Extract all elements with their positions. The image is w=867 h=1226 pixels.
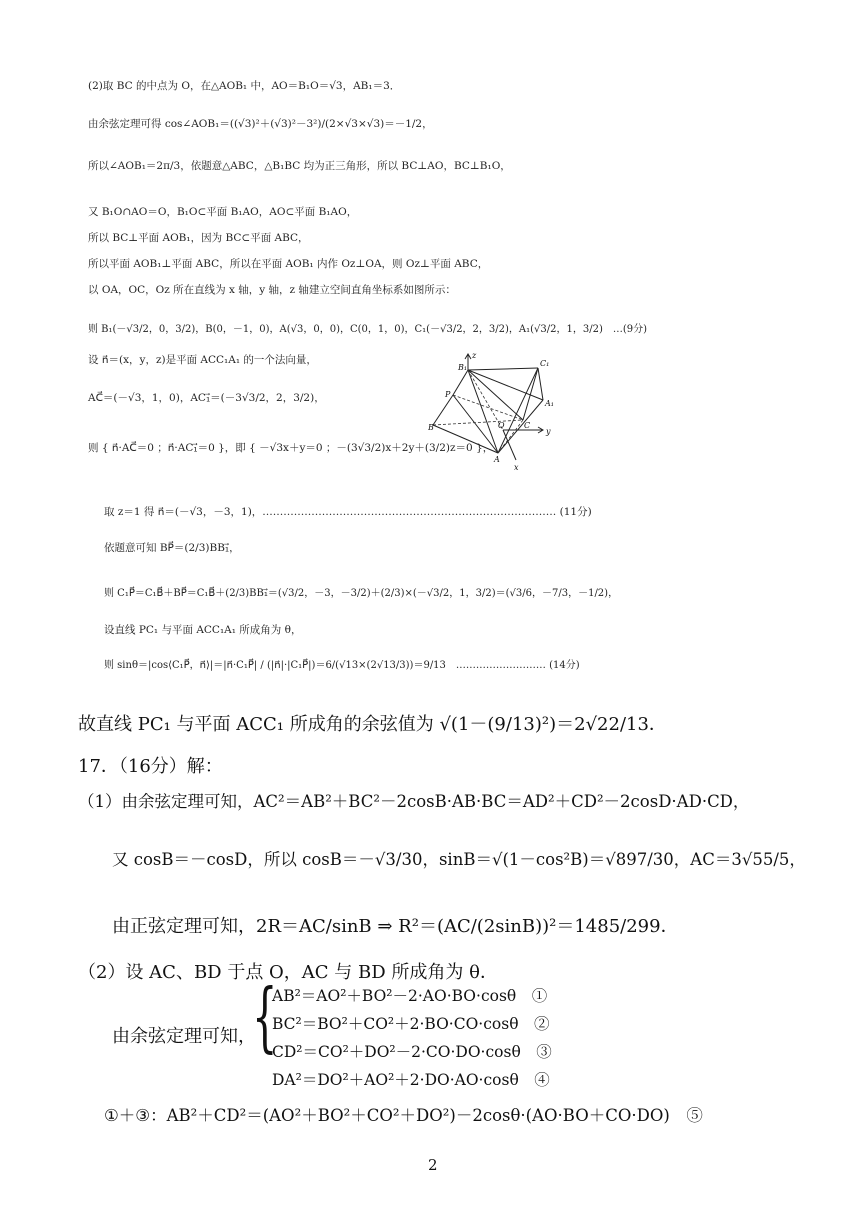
solution-line: AC⃗＝(－√3，1，0)，AC₁⃗＝(－3√3/2，2，3/2)，: [88, 392, 325, 404]
solution-line: 所以∠AOB₁＝2π/3，依题意△ABC，△B₁BC 均为正三角形，所以 BC⊥AO，BC⊥B₁O，: [88, 160, 511, 172]
solution-line: 设直线 PC₁ 与平面 ACC₁A₁ 所成角为 θ，: [104, 624, 302, 636]
coordinates-line: 则 B₁(－√3/2，0，3/2)，B(0，－1，0)，A(√3，0，0)，C(0，1，0)，C₁(－√3/2，2，3/2)，A₁(√3/2，1，3/2) …(9分): [88, 324, 648, 335]
solution-line: 以 OA，OC，Oz 所在直线为 x 轴，y 轴，z 轴建立空间直角坐标系如图所示：: [88, 284, 456, 296]
system-equation-4: DA²＝DO²＋AO²＋2·DO·AO·cosθ ④: [272, 1071, 550, 1089]
label-c: C: [524, 421, 531, 430]
conclusion-line: 故直线 PC₁ 与平面 ACC₁ 所成角的余弦值为 √(1－(9/13)²)＝2√22/13．: [78, 714, 667, 735]
solution-line: (2)取 BC 的中点为 O，在△AOB₁ 中，AO＝B₁O＝√3，AB₁＝3．: [88, 80, 401, 92]
label-y: y: [546, 427, 551, 436]
label-p: P: [445, 390, 451, 399]
label-c1: C₁: [540, 359, 550, 368]
label-a: A: [494, 455, 500, 464]
solution-line: 由余弦定理可知，: [112, 1026, 256, 1047]
solution-line: 所以平面 AOB₁⊥平面 ABC，所以在平面 AOB₁ 内作 Oz⊥OA，则 Oz⊥平面 ABC，: [88, 258, 489, 270]
prism-figure: [428, 350, 558, 475]
system-equation-3: CD²＝CO²＋DO²－2·CO·DO·cosθ ③: [272, 1043, 552, 1061]
normal-vector-system: 则 { n⃗·AC⃗＝0 ；n⃗·AC₁⃗＝0 }，即 { －√3x＋y＝0 ；－(3√3/2)x＋2y＋(3/2)z＝0 }，: [88, 442, 494, 454]
solution-line: 则 sinθ＝|cos⟨C₁P⃗，n⃗⟩|＝|n⃗·C₁P⃗| / (|n⃗|·|C₁P⃗|)＝6/(√13×(2√13/3))＝9/13 ……………………… (14分): [104, 660, 580, 671]
system-equation-1: AB²＝AO²＋BO²－2·AO·BO·cosθ ①: [272, 987, 548, 1005]
sum-equation: ①＋③：AB²＋CD²＝(AO²＋BO²＋CO²＋DO²)－2cosθ·(AO·BO＋CO·DO) ⑤: [104, 1106, 703, 1125]
solution-line: 依题意可知 BP⃗＝(2/3)BB₁⃗，: [104, 542, 240, 554]
solution-line: （2）设 AC、BD 于点 O，AC 与 BD 所成角为 θ．: [78, 962, 498, 983]
solution-line: 取 z＝1 得 n⃗＝(－√3，－3，1)，………………………………………………………………………… (11分): [104, 506, 592, 518]
label-x: x: [514, 463, 519, 472]
label-o: O: [498, 421, 505, 430]
system-equation-2: BC²＝BO²＋CO²＋2·BO·CO·cosθ ②: [272, 1015, 550, 1033]
label-b1: B₁: [458, 363, 468, 372]
solution-line: 所以 BC⊥平面 AOB₁，因为 BC⊂平面 ABC，: [88, 232, 309, 244]
solution-line: （1）由余弦定理可知，AC²＝AB²＋BC²－2cosB·AB·BC＝AD²＋CD²－2cosD·AD·CD，: [78, 792, 750, 811]
solution-line: 由余弦定理可得 cos∠AOB₁＝((√3)²＋(√3)²－3²)/(2×√3×√3)＝－1/2，: [88, 118, 433, 130]
solution-line: 则 C₁P⃗＝C₁B⃗＋BP⃗＝C₁B⃗＋(2/3)BB₁⃗＝(√3/2，－3，－3/2)＋(2/3)×(－√3/2，1，3/2)＝(√3/6，－7/3，－1/2)，: [104, 588, 619, 599]
solution-line: 由正弦定理可知，2R＝AC/sinB ⇒ R²＝(AC/(2sinB))²＝1485/299．: [112, 916, 679, 937]
solution-line: 又 cosB＝－cosD，所以 cosB＝－√3/30，sinB＝√(1－cos²B)＝√897/30，AC＝3√55/5，: [112, 850, 806, 869]
problem-heading: 17．（16分）解：: [78, 756, 223, 777]
solution-line: 设 n⃗＝(x，y，z)是平面 ACC₁A₁ 的一个法向量，: [88, 354, 317, 366]
label-z: z: [472, 351, 477, 360]
label-a1: A₁: [545, 399, 554, 408]
page-number: 2: [428, 1156, 438, 1174]
system-brace: {: [252, 974, 278, 1062]
label-b: B: [428, 423, 434, 432]
solution-line: 又 B₁O∩AO＝O，B₁O⊂平面 B₁AO，AO⊂平面 B₁AO，: [88, 206, 358, 218]
